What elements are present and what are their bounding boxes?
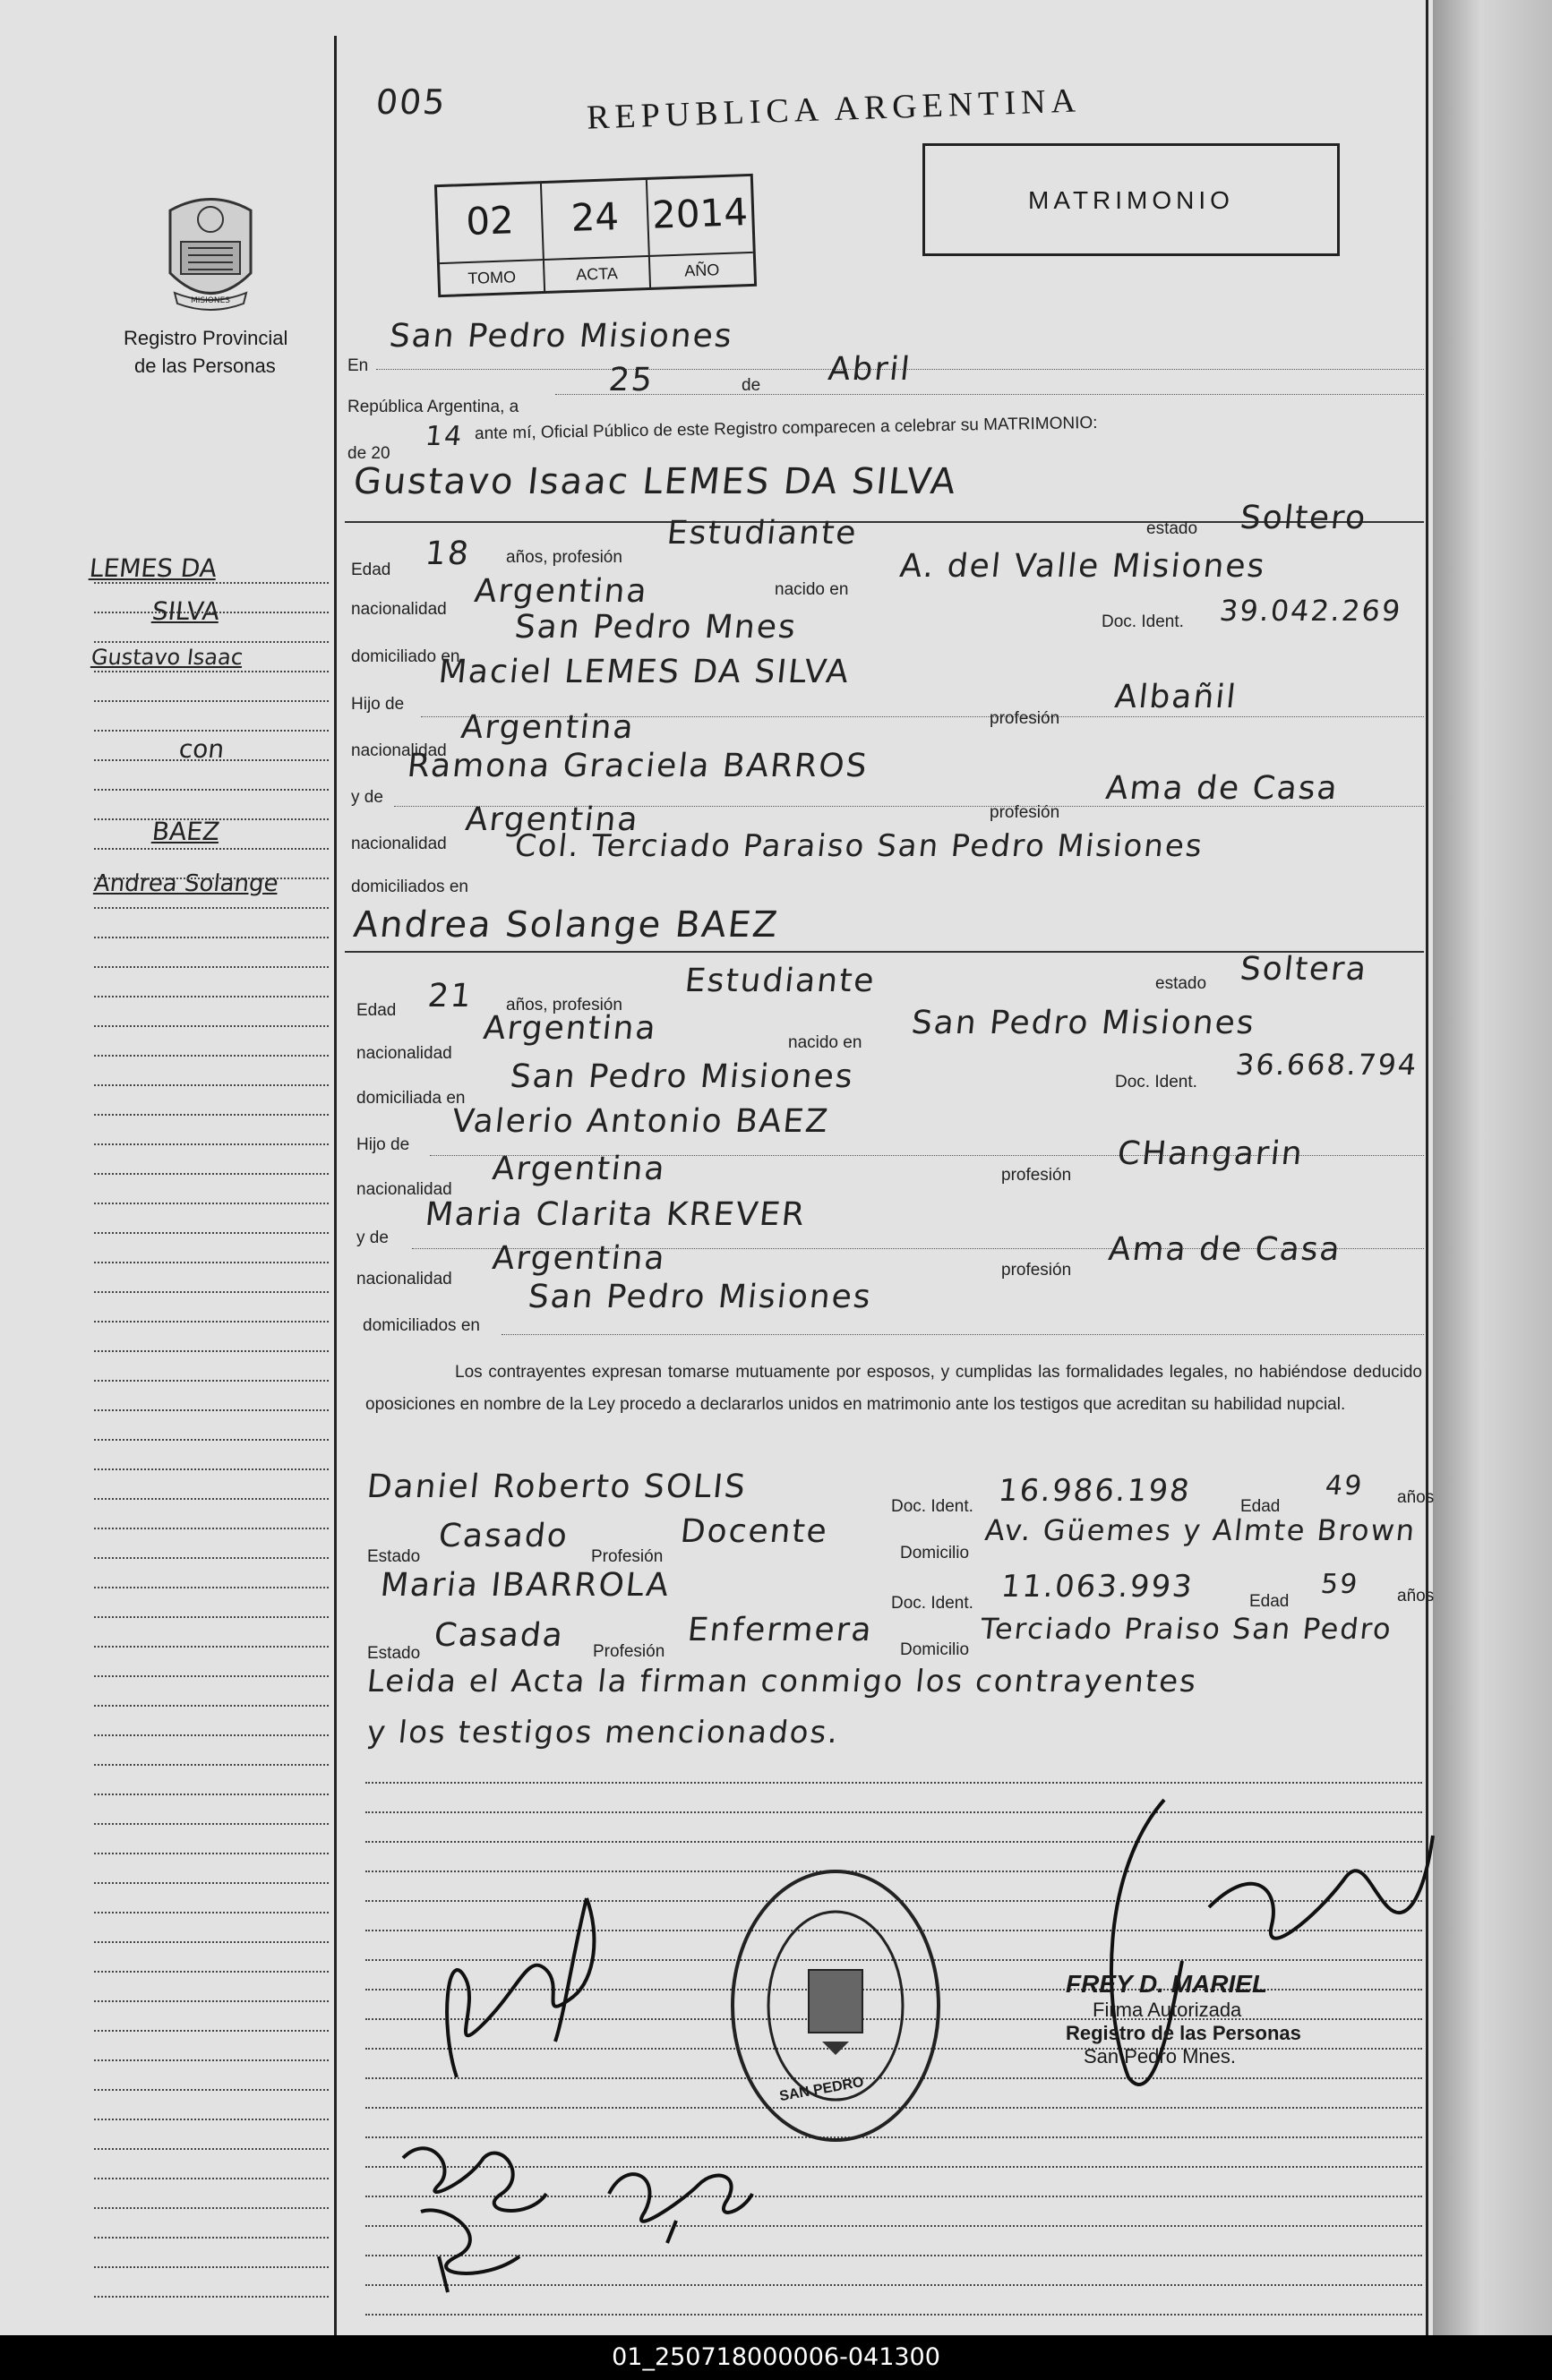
label-nacionalidad: nacionalidad [356, 1180, 452, 1199]
margin-rule [94, 1025, 329, 1027]
label-y-de: y de [356, 1229, 389, 1247]
margin-rule [94, 612, 329, 613]
margin-rule [94, 1498, 329, 1500]
margin-rule [94, 2119, 329, 2120]
day-value: 25 [606, 362, 656, 398]
witness1-domicile: Av. Güemes y Almte Brown [983, 1513, 1419, 1547]
margin-bride-surname: BAEZ [150, 817, 221, 846]
svg-text:MISIONES: MISIONES [190, 296, 231, 305]
margin-rule [94, 730, 329, 732]
margin-rule [94, 1823, 329, 1825]
label-profesion: profesión [1001, 1261, 1072, 1280]
label-edad2: Edad [1249, 1592, 1290, 1611]
month-value: Abril [826, 351, 913, 388]
margin-rule [94, 1675, 329, 1677]
official-title: Firma Autorizada [1093, 1999, 1242, 2021]
label-hijo-de: Hijo de [351, 695, 405, 714]
groom-mother-nationality: Argentina [463, 801, 641, 838]
witness-signature [591, 2140, 761, 2247]
year-suffix-value: 14 [424, 421, 466, 452]
margin-rule [94, 700, 329, 702]
registry-name-line2: de las Personas [134, 355, 276, 377]
margin-bride-given: Andrea Solange [92, 870, 280, 897]
groom-signature [430, 1862, 618, 2095]
margin-rule [94, 2237, 329, 2239]
margin-rule [94, 996, 329, 997]
margin-rule [94, 1616, 329, 1618]
margin-rule [94, 1262, 329, 1263]
record-number-box [434, 174, 757, 297]
label-nacionalidad: nacionalidad [351, 600, 447, 619]
label-y-de: y de [351, 788, 383, 807]
margin-surname-1: LEMES DA [88, 553, 219, 583]
label-doc-ident2: Doc. Ident. [891, 1497, 973, 1516]
margin-rule [94, 2059, 329, 2061]
bride-father: Valerio Antonio BAEZ [450, 1103, 832, 1140]
label-estado: estado [1155, 974, 1207, 993]
label-domiciliada-en: domiciliada en [356, 1089, 466, 1108]
margin-divider [334, 36, 337, 2335]
footer-code: 01_250718000006-041300 [0, 2335, 1552, 2380]
margin-rule [94, 1764, 329, 1766]
margin-rule [94, 2089, 329, 2091]
bride-name: Andrea Solange BAEZ [351, 904, 781, 946]
bride-doc: 36.668.794 [1234, 1048, 1420, 1082]
anio-label: AÑO [683, 261, 720, 280]
margin-rule [94, 1528, 329, 1529]
margin-rule [94, 1173, 329, 1175]
country-title: REPUBLICA ARGENTINA [586, 81, 1082, 137]
margin-rule [94, 759, 329, 761]
label-anos: años [1397, 1488, 1435, 1507]
margin-rule [94, 848, 329, 850]
label-domiciliados-en: domiciliados en [351, 878, 468, 896]
margin-rule [94, 1734, 329, 1736]
official-location: San Pedro Mnes. [1084, 2045, 1236, 2068]
margin-rule [94, 1468, 329, 1470]
act-type-box [922, 143, 1340, 256]
witness2-domicile: Terciado Praiso San Pedro [979, 1612, 1394, 1646]
margin-rule [94, 818, 329, 820]
label-profesion: profesión [990, 709, 1060, 728]
label-doc-ident: Doc. Ident. [1102, 612, 1184, 631]
groom-father-profession: Albañil [1112, 679, 1239, 715]
margin-rule [94, 1882, 329, 1884]
declaration-text: Los contrayentes expresan tomarse mutuamente por esposos, y cumplidas las formalidades legales, no habiéndose deducido oposiciones en nombre de la Ley procedo a declararlos unidos en matrimonio ante los testigos que acreditan su habilidad nupcial. [365, 1363, 1422, 1414]
label-doc-ident2: Doc. Ident. [891, 1594, 973, 1613]
official-registry: Registro de las Personas [1066, 2022, 1301, 2044]
groom-domicile: San Pedro Mnes [512, 609, 800, 646]
margin-rule [94, 2178, 329, 2179]
anio-value: 2014 [651, 190, 749, 237]
margin-rule [94, 1232, 329, 1234]
witness1-profession: Docente [678, 1513, 830, 1550]
label-de: de [742, 376, 761, 395]
margin-rule [94, 1321, 329, 1323]
label-de20: de 20 [347, 444, 390, 463]
bride-mother-profession: Ama de Casa [1106, 1231, 1343, 1268]
margin-rule [94, 1055, 329, 1057]
margin-rule [94, 2148, 329, 2150]
label-profesion: profesión [1001, 1166, 1072, 1185]
closing-line-1: Leida el Acta la firman conmigo los contrayentes [364, 1664, 1200, 1699]
groom-age: 18 [423, 535, 472, 572]
margin-rule [94, 1971, 329, 1973]
tomo-label: TOMO [440, 261, 545, 295]
label-estado2: Estado [367, 1644, 421, 1663]
margin-rule [94, 1646, 329, 1648]
bride-born-in: San Pedro Misiones [909, 1005, 1257, 1041]
margin-rule [94, 1350, 329, 1352]
groom-father-nationality: Argentina [459, 709, 637, 746]
margin-rule [94, 2030, 329, 2032]
witness2-status: Casada [432, 1617, 567, 1654]
groom-born-in: A. del Valle Misiones [897, 548, 1268, 585]
margin-rule [94, 966, 329, 968]
label-anos-profesion: años, profesión [506, 996, 622, 1014]
margin-rule [94, 1853, 329, 1854]
label-domiciliados-en: domiciliados en [363, 1316, 480, 1335]
label-intro: ante mí, Oficial Público de este Registro comparecen a celebrar su MATRIMONIO: [474, 413, 1098, 444]
groom-father: Maciel LEMES DA SILVA [436, 654, 853, 690]
next-page-edge [1433, 0, 1552, 2335]
margin-rule [94, 1587, 329, 1588]
closing-line-2: y los testigos mencionados. [364, 1715, 842, 1751]
margin-rule [94, 789, 329, 791]
margin-rule [94, 2296, 329, 2298]
margin-rule [94, 1114, 329, 1116]
witness2-name: Maria IBARROLA [378, 1567, 673, 1604]
label-edad: Edad [356, 1001, 397, 1020]
groom-status: Soltero [1238, 500, 1369, 536]
act-type-label: MATRIMONIO [1028, 186, 1234, 214]
folio-number: 005 [373, 82, 449, 122]
margin-rule [94, 1084, 329, 1086]
label-republica: República Argentina, a [347, 398, 519, 416]
bride-profession: Estudiante [682, 963, 878, 999]
bride-father-nationality: Argentina [490, 1151, 668, 1187]
label-domiciliado-en: domiciliado en [351, 647, 460, 666]
label-nacionalidad: nacionalidad [356, 1044, 452, 1063]
bride-mother: Maria Clarita KREVER [423, 1196, 808, 1233]
groom-mother: Ramona Graciela BARROS [405, 748, 870, 784]
label-nacionalidad: nacionalidad [351, 835, 447, 853]
witness2-age: 59 [1319, 1569, 1361, 1600]
label-profesion2: Profesión [591, 1547, 664, 1566]
label-nacido-en: nacido en [788, 1033, 862, 1052]
label-anos: años [1397, 1587, 1435, 1605]
witness2-doc: 11.063.993 [999, 1569, 1196, 1605]
label-nacionalidad: nacionalidad [356, 1270, 452, 1288]
margin-rule [94, 2266, 329, 2268]
label-domicilio: Domicilio [900, 1544, 970, 1562]
groom-profession: Estudiante [665, 515, 860, 552]
margin-rule [94, 2207, 329, 2209]
margin-rule [94, 1705, 329, 1707]
margin-connector: con [177, 734, 227, 764]
stamp-inner-text: SAN PEDRO [778, 2074, 865, 2105]
groom-parents-domicile: Col. Terciado Paraiso San Pedro Misiones [512, 828, 1205, 864]
label-doc-ident: Doc. Ident. [1115, 1073, 1197, 1092]
margin-rule [94, 2000, 329, 2002]
bride-age: 21 [425, 978, 475, 1014]
official-seal-stamp [724, 1862, 947, 2149]
label-hijo-de: Hijo de [356, 1135, 410, 1154]
margin-rule [94, 878, 329, 879]
margin-rule [94, 907, 329, 909]
province-crest-icon [161, 193, 260, 322]
margin-rule [94, 1557, 329, 1559]
official-signature [1048, 1782, 1442, 2122]
groom-nationality: Argentina [472, 573, 650, 610]
witness1-status: Casado [436, 1518, 571, 1554]
bride-status: Soltera [1238, 951, 1370, 988]
margin-rule [94, 1143, 329, 1145]
label-profesion: profesión [990, 803, 1060, 822]
witness1-age: 49 [1324, 1470, 1366, 1502]
margin-rule [94, 1912, 329, 1913]
label-edad: Edad [351, 561, 391, 579]
margin-rule [94, 1203, 329, 1204]
margin-rule [94, 1439, 329, 1441]
groom-doc: 39.042.269 [1218, 594, 1404, 628]
groom-name: Gustavo Isaac LEMES DA SILVA [351, 461, 959, 502]
place-value: San Pedro Misiones [387, 318, 735, 355]
tomo-value: 02 [437, 184, 544, 262]
margin-given-names: Gustavo Isaac [90, 645, 244, 670]
groom-mother-profession: Ama de Casa [1103, 770, 1341, 807]
label-nacido-en: nacido en [775, 580, 849, 599]
label-en: En [347, 356, 369, 375]
label-estado2: Estado [367, 1547, 421, 1566]
margin-rule [94, 582, 329, 584]
label-profesion2: Profesión [593, 1642, 665, 1661]
margin-rule [94, 937, 329, 938]
margin-rule [94, 1941, 329, 1943]
bride-nationality: Argentina [481, 1010, 659, 1047]
margin-rule [94, 1380, 329, 1382]
acta-value: 24 [542, 180, 649, 259]
label-anos-profesion: años, profesión [506, 548, 622, 567]
bride-mother-nationality: Argentina [490, 1240, 668, 1277]
bride-signature [385, 2122, 564, 2301]
body-rule [365, 2314, 1422, 2316]
margin-rule [94, 641, 329, 643]
official-name: FREY D. MARIEL [1066, 1970, 1268, 1998]
margin-surname-2: SILVA [150, 596, 221, 626]
acta-label: ACTA [544, 257, 650, 291]
witness1-name: Daniel Roberto SOLIS [364, 1468, 749, 1505]
margin-rule [94, 1794, 329, 1795]
label-estado: estado [1146, 519, 1198, 538]
bride-domicile: San Pedro Misiones [508, 1058, 856, 1095]
registry-name-line1: Registro Provincial [124, 327, 288, 349]
label-edad2: Edad [1240, 1497, 1281, 1516]
bride-parents-domicile: San Pedro Misiones [526, 1279, 874, 1315]
label-domicilio: Domicilio [900, 1640, 970, 1659]
witness1-doc: 16.986.198 [996, 1473, 1193, 1509]
bride-father-profession: CHangarin [1115, 1135, 1306, 1172]
margin-rule [94, 671, 329, 672]
witness2-profession: Enfermera [685, 1612, 875, 1648]
margin-rule [94, 1409, 329, 1411]
margin-rule [94, 1291, 329, 1293]
label-nacionalidad: nacionalidad [351, 741, 447, 760]
